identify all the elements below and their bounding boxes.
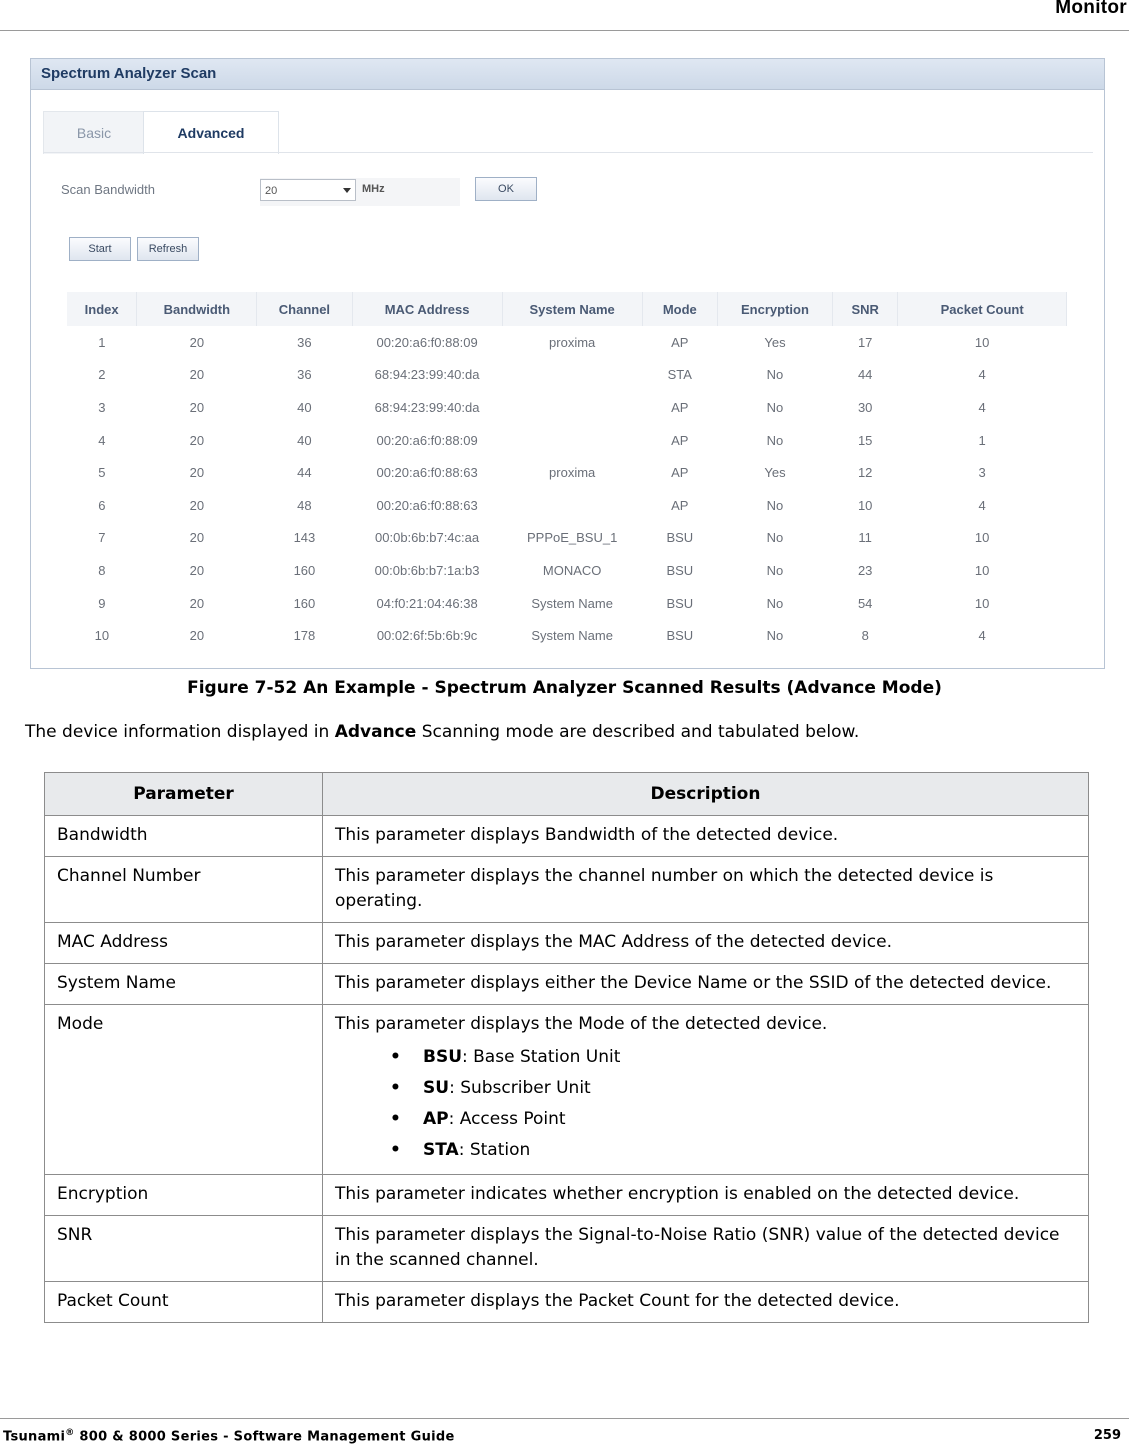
scan-cell: 160 bbox=[293, 562, 316, 578]
scan-bandwidth-select[interactable] bbox=[260, 179, 356, 201]
parameter-name: Bandwidth bbox=[45, 816, 323, 857]
scan-cell: AP bbox=[671, 497, 689, 513]
parameter-description-cell bbox=[323, 857, 1089, 923]
scan-cell: 40 bbox=[297, 432, 312, 448]
scan-row bbox=[67, 424, 1067, 457]
parameter-row bbox=[45, 1282, 1089, 1323]
scan-cell: No bbox=[766, 562, 784, 578]
scan-cell: proxima bbox=[549, 465, 596, 481]
parameter-row bbox=[45, 964, 1089, 1005]
footer-guide-title: 800 & 8000 Series - Software Management Guide bbox=[74, 1429, 455, 1445]
scan-cell: 04:f0:21:04:46:38 bbox=[376, 595, 478, 611]
scan-cell: 10 bbox=[974, 595, 990, 611]
scan-col-header: Index bbox=[67, 292, 137, 326]
scan-cell: AP bbox=[671, 399, 689, 415]
intro-before: The device information displayed in bbox=[25, 722, 335, 742]
parameter-row bbox=[45, 857, 1089, 923]
parameter-description-cell bbox=[323, 1175, 1089, 1216]
scan-cell: No bbox=[766, 628, 784, 644]
scan-cell: 160 bbox=[293, 595, 316, 611]
scan-cell: STA bbox=[667, 367, 692, 383]
scan-cell: BSU bbox=[666, 595, 694, 611]
scan-cell: 9 bbox=[98, 595, 106, 611]
scan-cell: No bbox=[766, 497, 784, 513]
figure-caption: Figure 7-52 An Example - Spectrum Analyzer Scanned Results (Advance Mode) bbox=[187, 678, 942, 698]
intro-paragraph bbox=[25, 722, 859, 742]
screenshot-title: Spectrum Analyzer Scan bbox=[41, 65, 217, 82]
mode-bullet-list bbox=[335, 1042, 1076, 1166]
scan-cell: Yes bbox=[764, 334, 786, 350]
scan-col-header: Packet Count bbox=[898, 292, 1067, 326]
intro-after: Scanning mode are described and tabulated below. bbox=[416, 722, 860, 742]
mode-bullet-item bbox=[335, 1135, 1076, 1166]
parameter-name: Mode bbox=[45, 1005, 323, 1175]
parameter-description-cell bbox=[323, 1005, 1089, 1175]
scan-cell: AP bbox=[671, 334, 689, 350]
parameter-description-cell bbox=[323, 964, 1089, 1005]
scan-bandwidth-label: Scan Bandwidth bbox=[61, 182, 155, 197]
header-title: Monitor bbox=[1055, 0, 1127, 18]
scan-cell: 30 bbox=[857, 399, 873, 415]
scan-col-header: MAC Address bbox=[352, 292, 502, 326]
bullet-term: SU bbox=[423, 1078, 450, 1098]
scan-cell: No bbox=[766, 595, 784, 611]
parameter-name: Channel Number bbox=[45, 857, 323, 923]
parameter-name: System Name bbox=[45, 964, 323, 1005]
scan-cell: AP bbox=[671, 432, 689, 448]
parameter-description: This parameter displays the Signal-to-Noise Ratio (SNR) value of the detected device in the scanned channel. bbox=[335, 1225, 1060, 1270]
scan-cell: 10 bbox=[94, 628, 110, 644]
scan-cell: 15 bbox=[857, 432, 873, 448]
bullet-icon: • bbox=[390, 1109, 401, 1129]
parameter-description-cell bbox=[323, 1216, 1089, 1282]
header-description: Description bbox=[323, 773, 1089, 816]
scan-cell: 36 bbox=[297, 367, 312, 383]
scan-cell: 10 bbox=[974, 562, 990, 578]
parameter-description: This parameter displays Bandwidth of the detected device. bbox=[335, 825, 839, 845]
scan-cell: 20 bbox=[189, 562, 205, 578]
scan-row bbox=[67, 391, 1067, 424]
scan-cell: System Name bbox=[531, 628, 613, 644]
parameter-description: This parameter displays the MAC Address of the detected device. bbox=[335, 932, 892, 952]
parameter-row bbox=[45, 923, 1089, 964]
scan-row bbox=[67, 359, 1067, 392]
scan-cell: PPPoE_BSU_1 bbox=[526, 530, 618, 546]
scan-cell: 6 bbox=[98, 497, 106, 513]
scan-row bbox=[67, 587, 1067, 620]
scan-cell: proxima bbox=[549, 334, 596, 350]
scan-results-body bbox=[67, 326, 1067, 652]
scan-cell: 54 bbox=[857, 595, 873, 611]
page-header bbox=[0, 0, 1129, 31]
scan-cell: 36 bbox=[297, 334, 312, 350]
ok-button[interactable]: OK bbox=[475, 177, 537, 201]
header-parameter: Parameter bbox=[45, 773, 323, 816]
scan-cell: 5 bbox=[98, 465, 106, 481]
scan-cell: 40 bbox=[297, 399, 312, 415]
tab-bar bbox=[43, 111, 1093, 153]
scan-cell: 178 bbox=[293, 628, 316, 644]
bullet-text: : Subscriber Unit bbox=[449, 1078, 591, 1098]
scan-cell: No bbox=[766, 367, 784, 383]
scan-cell: Yes bbox=[764, 465, 786, 481]
parameter-row bbox=[45, 1175, 1089, 1216]
parameter-row bbox=[45, 1005, 1089, 1175]
scan-cell: 1 bbox=[98, 334, 106, 350]
scan-cell: 4 bbox=[978, 367, 986, 383]
scan-cell: 20 bbox=[189, 399, 205, 415]
chevron-down-icon bbox=[343, 188, 351, 193]
scan-cell: 20 bbox=[189, 595, 205, 611]
mode-bullet-item bbox=[335, 1042, 1076, 1073]
scan-col-header: Channel bbox=[257, 292, 352, 326]
scan-cell: 68:94:23:99:40:da bbox=[374, 367, 480, 383]
spectrum-analyzer-screenshot bbox=[30, 58, 1105, 669]
scan-cell: BSU bbox=[666, 628, 694, 644]
scan-cell: AP bbox=[671, 465, 689, 481]
bullet-term: AP bbox=[423, 1109, 449, 1129]
scan-col-header: Encryption bbox=[717, 292, 832, 326]
scan-cell: 48 bbox=[297, 497, 312, 513]
scan-cell: 8 bbox=[861, 628, 869, 644]
scan-cell: 00:20:a6:f0:88:09 bbox=[376, 334, 478, 350]
footer-title bbox=[3, 1428, 455, 1444]
parameter-name: Packet Count bbox=[45, 1282, 323, 1323]
mode-bullet-item bbox=[335, 1104, 1076, 1135]
scan-cell: 00:20:a6:f0:88:09 bbox=[376, 432, 478, 448]
scan-cell: 4 bbox=[978, 628, 986, 644]
scan-bandwidth-unit: MHz bbox=[362, 183, 385, 195]
scan-cell: System Name bbox=[531, 595, 613, 611]
parameter-description: This parameter indicates whether encryption is enabled on the detected device. bbox=[335, 1184, 1020, 1204]
parameter-description-cell bbox=[323, 1282, 1089, 1323]
scan-col-header: System Name bbox=[502, 292, 642, 326]
page-footer bbox=[0, 1418, 1129, 1445]
parameter-table-header bbox=[45, 773, 1089, 816]
scan-cell: 11 bbox=[858, 530, 872, 546]
scan-cell: 8 bbox=[98, 562, 106, 578]
scan-cell: 143 bbox=[293, 530, 316, 546]
parameter-description-cell bbox=[323, 816, 1089, 857]
scan-cell: 00:02:6f:5b:6b:9c bbox=[376, 628, 478, 644]
parameter-name: MAC Address bbox=[45, 923, 323, 964]
scan-cell: 1 bbox=[978, 432, 986, 448]
bullet-icon: • bbox=[390, 1140, 401, 1160]
parameter-table-body bbox=[45, 816, 1089, 1323]
scan-cell: 12 bbox=[857, 465, 873, 481]
footer-brand: Tsunami bbox=[3, 1429, 66, 1445]
scan-bandwidth-value: 20 bbox=[265, 185, 278, 197]
parameter-row bbox=[45, 816, 1089, 857]
scan-cell: 00:0b:6b:b7:1a:b3 bbox=[374, 562, 480, 578]
scan-row bbox=[67, 522, 1067, 555]
parameter-row bbox=[45, 1216, 1089, 1282]
scan-cell: 44 bbox=[297, 465, 312, 481]
scan-cell: 68:94:23:99:40:da bbox=[374, 399, 480, 415]
mode-bullet-item bbox=[335, 1073, 1076, 1104]
scan-cell bbox=[502, 359, 642, 392]
scan-col-header: Mode bbox=[642, 292, 717, 326]
scan-row bbox=[67, 554, 1067, 587]
bullet-text: : Base Station Unit bbox=[462, 1047, 621, 1067]
scan-cell: BSU bbox=[666, 530, 694, 546]
bullet-text: : Access Point bbox=[448, 1109, 566, 1129]
scan-cell: 20 bbox=[189, 334, 205, 350]
parameter-table bbox=[44, 772, 1089, 1323]
scan-cell: 4 bbox=[98, 432, 106, 448]
scan-cell: BSU bbox=[666, 562, 694, 578]
scan-row bbox=[67, 619, 1067, 652]
parameter-description: This parameter displays the Mode of the detected device. bbox=[335, 1014, 828, 1034]
scan-cell: 10 bbox=[974, 530, 990, 546]
scan-cell: 20 bbox=[189, 432, 205, 448]
scan-cell: 20 bbox=[189, 497, 205, 513]
footer-reg: ® bbox=[65, 1428, 75, 1438]
scan-cell: No bbox=[766, 432, 784, 448]
page-number: 259 bbox=[1093, 1428, 1121, 1443]
parameter-description-cell bbox=[323, 923, 1089, 964]
bullet-icon: • bbox=[390, 1078, 401, 1098]
scan-col-header: SNR bbox=[833, 292, 898, 326]
scan-cell: 00:20:a6:f0:88:63 bbox=[376, 497, 478, 513]
scan-cell: 23 bbox=[857, 562, 873, 578]
scan-cell bbox=[502, 391, 642, 424]
bullet-term: BSU bbox=[423, 1047, 463, 1067]
scan-cell: 4 bbox=[978, 497, 986, 513]
scan-col-header: Bandwidth bbox=[137, 292, 257, 326]
scan-cell bbox=[502, 489, 642, 522]
scan-row bbox=[67, 326, 1067, 359]
scan-row bbox=[67, 489, 1067, 522]
scan-cell: 2 bbox=[98, 367, 106, 383]
scan-cell: No bbox=[766, 399, 784, 415]
scan-cell bbox=[502, 424, 642, 457]
parameter-description: This parameter displays either the Device Name or the SSID of the detected device. bbox=[335, 973, 1052, 993]
scan-row bbox=[67, 456, 1067, 489]
bullet-text: : Station bbox=[458, 1140, 531, 1160]
parameter-description: This parameter displays the Packet Count for the detected device. bbox=[335, 1291, 900, 1311]
scan-cell: No bbox=[766, 530, 784, 546]
scan-cell: 17 bbox=[857, 334, 873, 350]
tab-advanced[interactable]: Advanced bbox=[143, 111, 279, 154]
scan-cell: 00:0b:6b:b7:4c:aa bbox=[375, 530, 480, 546]
scan-results-table bbox=[67, 292, 1067, 652]
scan-cell: 00:20:a6:f0:88:63 bbox=[376, 465, 478, 481]
refresh-button[interactable]: Refresh bbox=[137, 237, 199, 261]
scan-cell: MONACO bbox=[542, 562, 602, 578]
intro-bold: Advance bbox=[334, 722, 417, 742]
scan-cell: 20 bbox=[189, 367, 205, 383]
scan-cell: 4 bbox=[978, 399, 986, 415]
scan-cell: 20 bbox=[189, 628, 205, 644]
parameter-name: Encryption bbox=[45, 1175, 323, 1216]
scan-cell: 20 bbox=[189, 465, 205, 481]
bullet-term: STA bbox=[423, 1140, 459, 1160]
scan-cell: 3 bbox=[978, 465, 986, 481]
scan-cell: 7 bbox=[98, 530, 106, 546]
scan-cell: 10 bbox=[974, 334, 990, 350]
scan-cell: 44 bbox=[857, 367, 873, 383]
scan-cell: 10 bbox=[857, 497, 873, 513]
scan-cell: 3 bbox=[98, 399, 106, 415]
parameter-description: This parameter displays the channel number on which the detected device is operating. bbox=[335, 866, 994, 911]
bullet-icon: • bbox=[390, 1047, 401, 1067]
parameter-name: SNR bbox=[45, 1216, 323, 1282]
scan-header-row bbox=[67, 292, 1067, 326]
start-button[interactable]: Start bbox=[69, 237, 131, 261]
scan-cell: 20 bbox=[189, 530, 205, 546]
tab-basic[interactable]: Basic bbox=[43, 111, 145, 154]
screenshot-title-bar bbox=[31, 59, 1104, 90]
